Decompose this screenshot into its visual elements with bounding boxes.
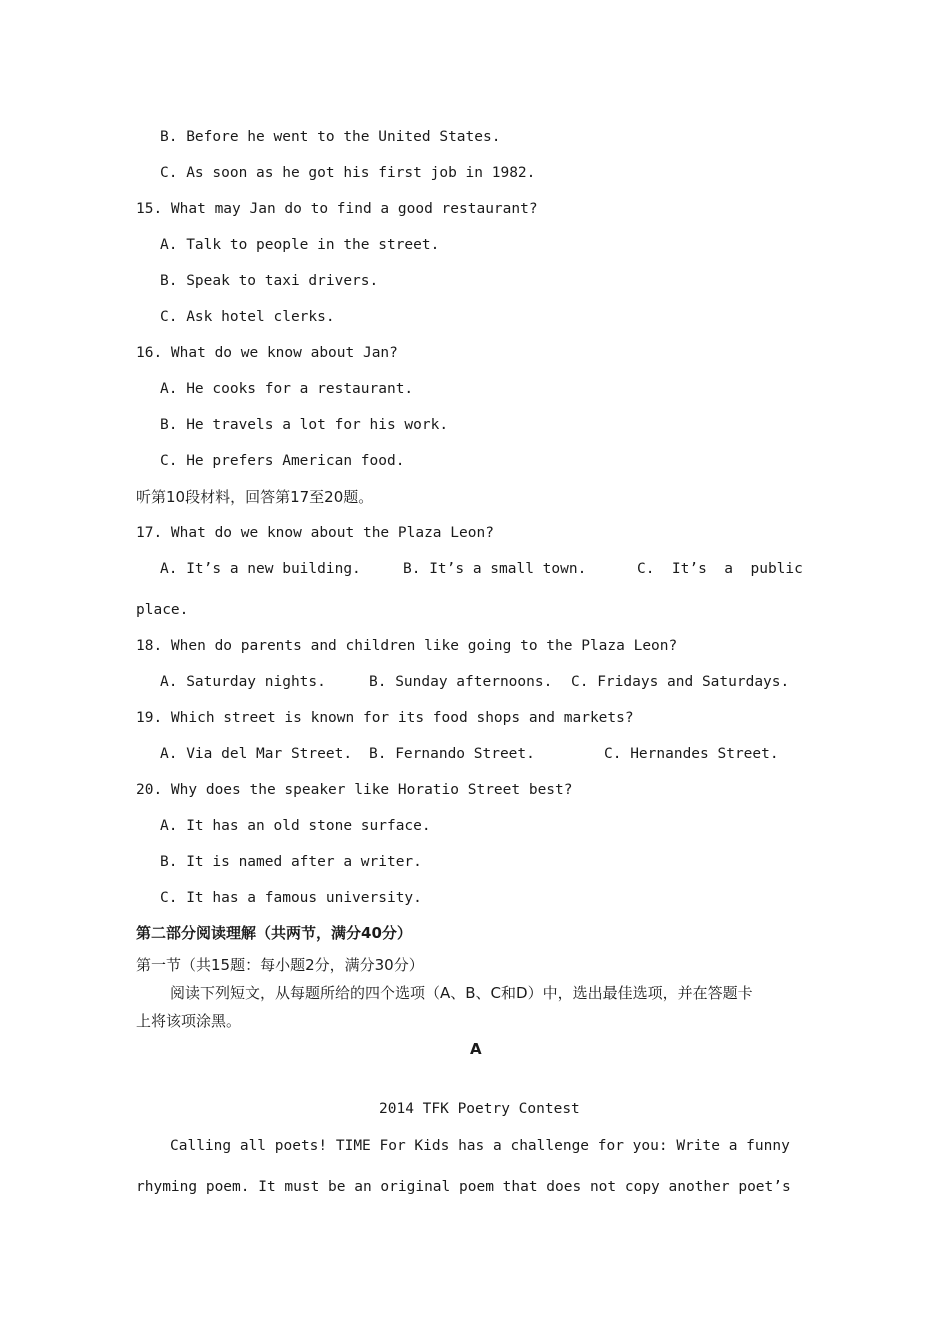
passage-title: 2014 TFK Poetry Contest xyxy=(379,1101,580,1117)
q15-option-a: A. Talk to people in the street. xyxy=(160,237,440,253)
section-instruction: 听第10段材料，回答第17至20题。 xyxy=(136,488,374,506)
question-20: 20. Why does the speaker like Horatio Street best? xyxy=(136,782,573,798)
q18-option-a: A. Saturday nights. xyxy=(160,674,326,690)
passage-label: A xyxy=(470,1040,482,1058)
question-19: 19. Which street is known for its food shops and markets? xyxy=(136,710,634,726)
q20-option-a: A. It has an old stone surface. xyxy=(160,818,431,834)
q19-option-a: A. Via del Mar Street. xyxy=(160,746,353,762)
q14-option-c: C. As soon as he got his first job in 1982. xyxy=(160,165,536,181)
q17-option-b: B. It’s a small town. xyxy=(403,561,587,577)
section-one-heading: 第一节（共15题：每小题2分，满分30分） xyxy=(136,956,424,974)
q17-option-c: C. It’s a public xyxy=(637,561,803,577)
q20-option-b: B. It is named after a writer. xyxy=(160,854,422,870)
passage-paragraph-line-1: Calling all poets! TIME For Kids has a challenge for you: Write a funny xyxy=(170,1138,790,1154)
q14-option-b: B. Before he went to the United States. xyxy=(160,129,501,145)
q19-option-b: B. Fernando Street. xyxy=(369,746,535,762)
question-16: 16. What do we know about Jan? xyxy=(136,345,398,361)
q15-option-b: B. Speak to taxi drivers. xyxy=(160,273,379,289)
q17-option-a: A. It’s a new building. xyxy=(160,561,361,577)
part-two-heading: 第二部分阅读理解（共两节，满分40分） xyxy=(136,924,412,942)
q20-option-c: C. It has a famous university. xyxy=(160,890,422,906)
question-18: 18. When do parents and children like going to the Plaza Leon? xyxy=(136,638,678,654)
q16-option-b: B. He travels a lot for his work. xyxy=(160,417,449,433)
q18-option-b: B. Sunday afternoons. xyxy=(369,674,553,690)
q17-option-c-cont: place. xyxy=(136,602,189,618)
passage-paragraph-line-2: rhyming poem. It must be an original poem that does not copy another poet’s xyxy=(136,1179,791,1195)
reading-instructions: 阅读下列短文，从每题所给的四个选项（A、B、C和D）中，选出最佳选项，并在答题卡 xyxy=(170,984,753,1002)
q16-option-c: C. He prefers American food. xyxy=(160,453,405,469)
question-17: 17. What do we know about the Plaza Leon? xyxy=(136,525,494,541)
reading-instructions-cont: 上将该项涂黑。 xyxy=(136,1012,242,1030)
q16-option-a: A. He cooks for a restaurant. xyxy=(160,381,414,397)
q18-option-c: C. Fridays and Saturdays. xyxy=(571,674,790,690)
question-15: 15. What may Jan do to find a good restaurant? xyxy=(136,201,538,217)
q15-option-c: C. Ask hotel clerks. xyxy=(160,309,335,325)
q19-option-c: C. Hernandes Street. xyxy=(604,746,779,762)
